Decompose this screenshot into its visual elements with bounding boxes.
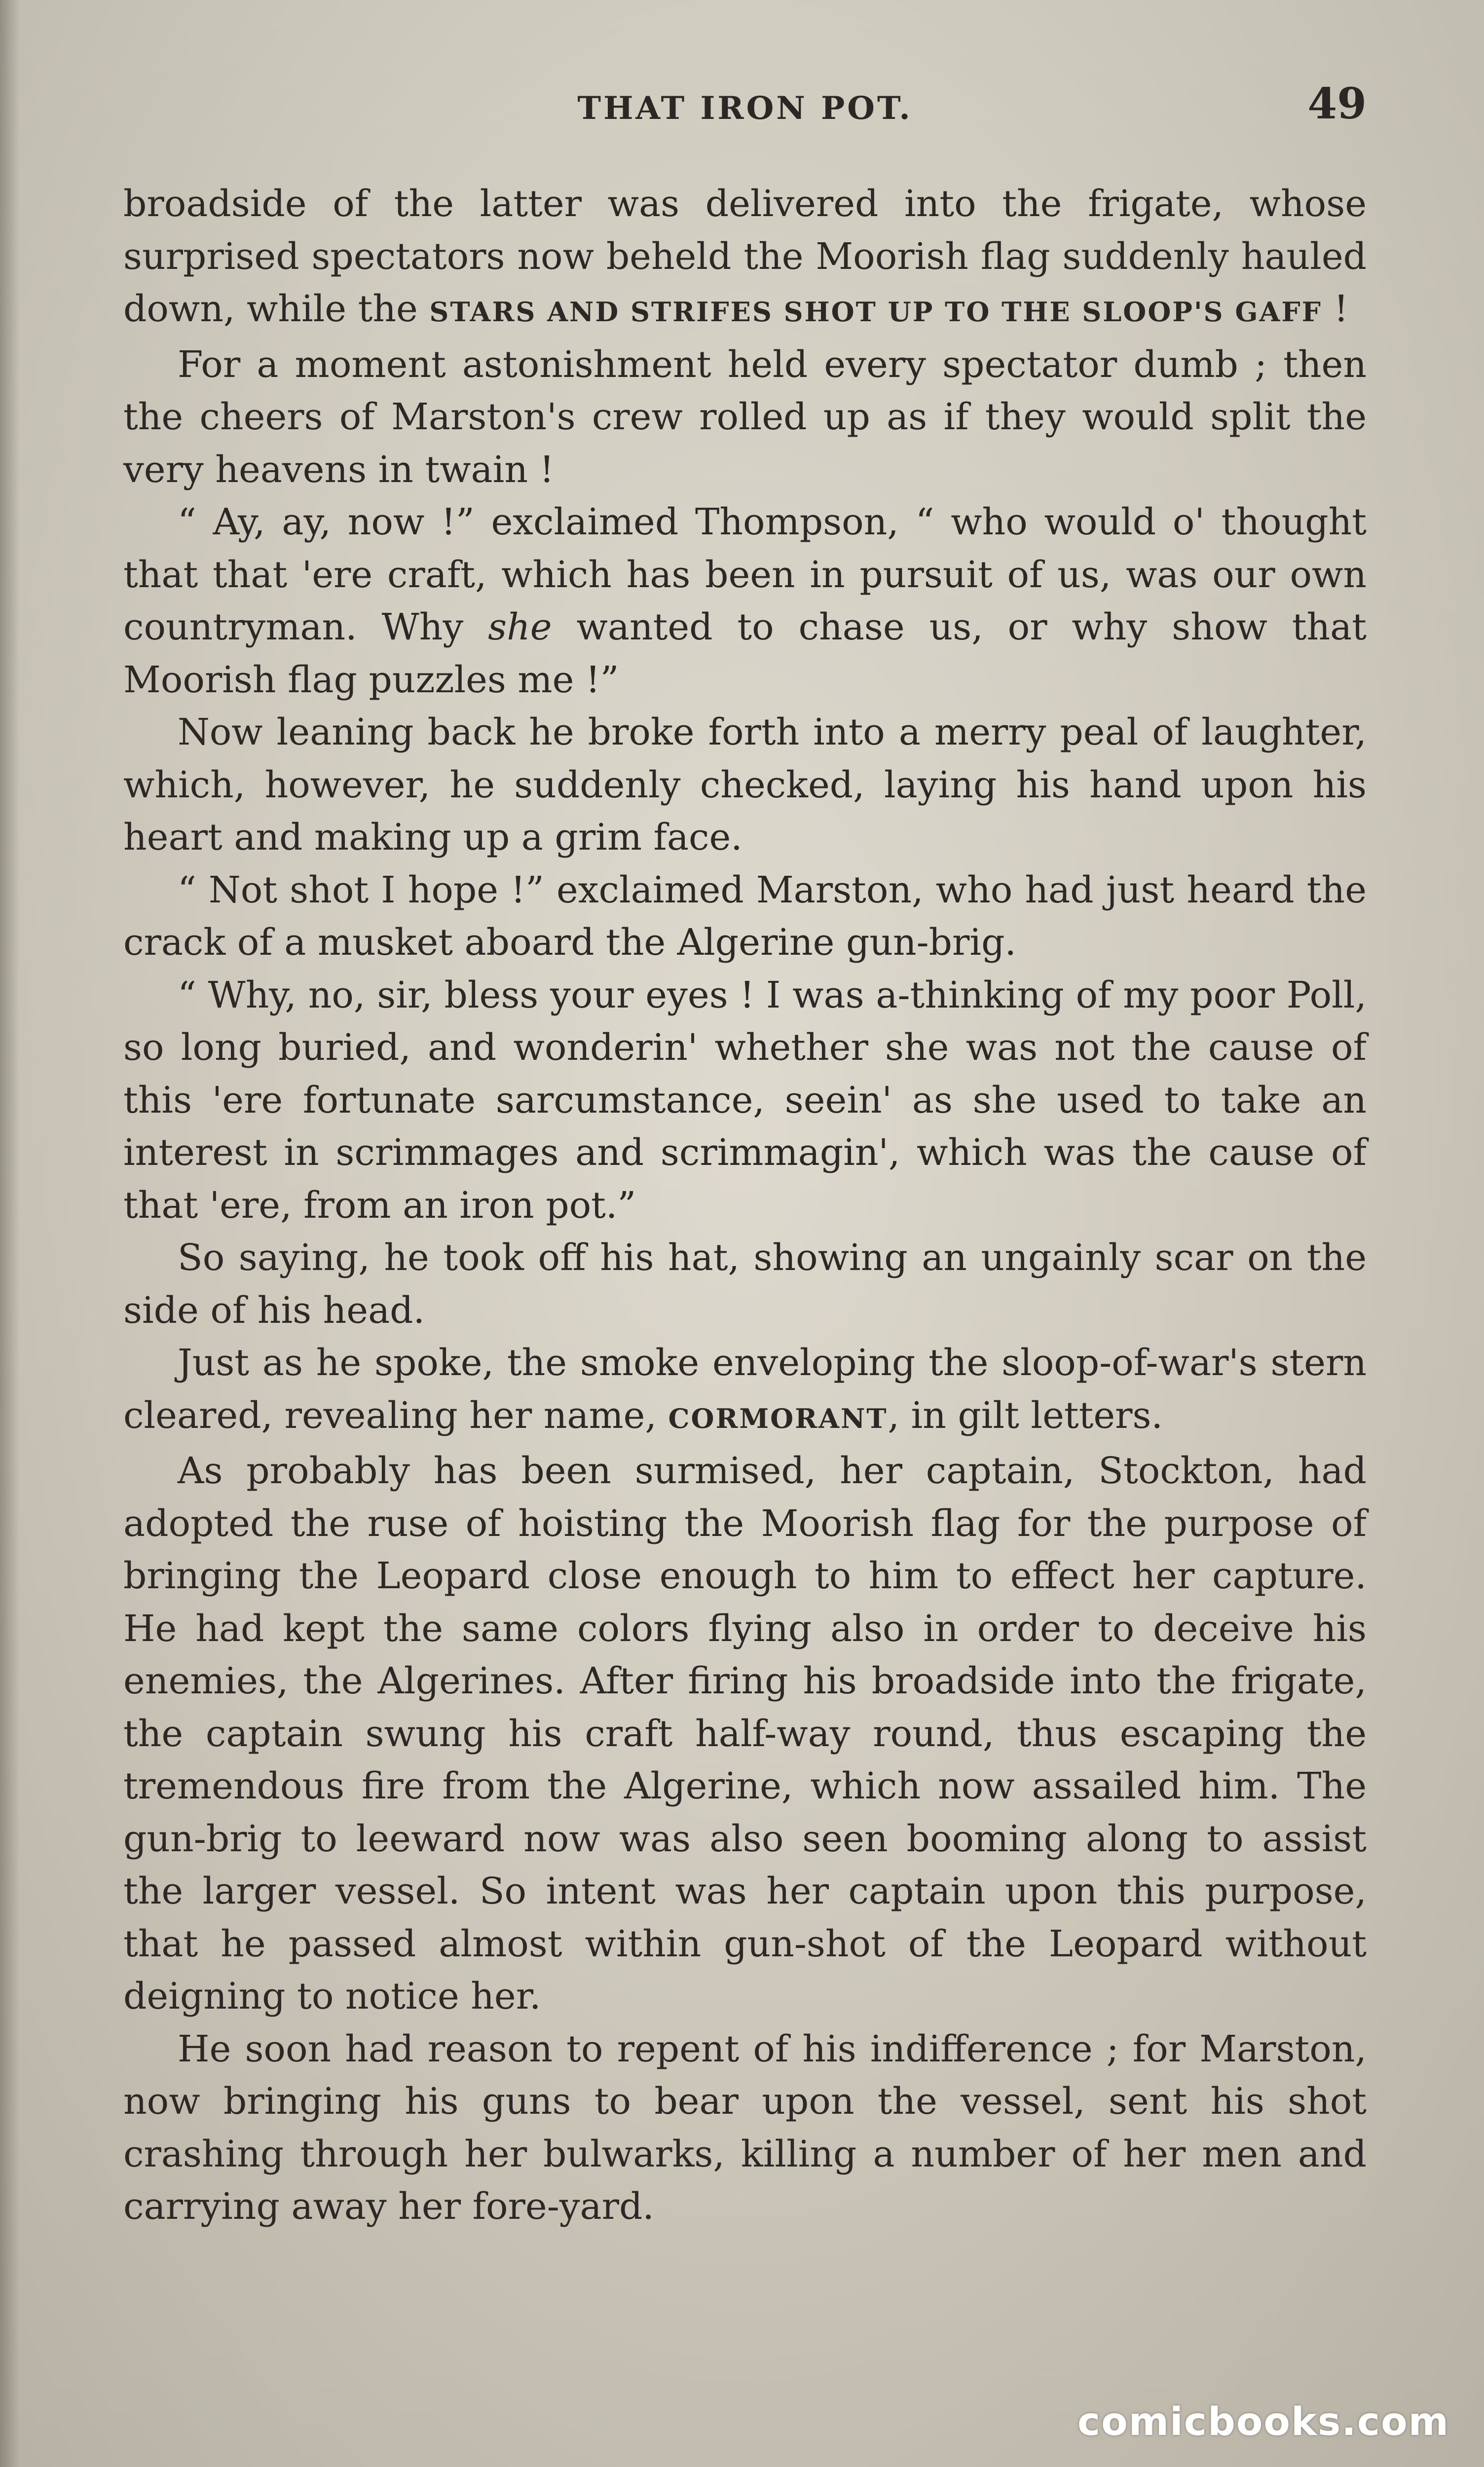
paragraph	[123, 178, 1367, 338]
paragraph-text: “ Why, no, sir, bless your eyes ! I was a-thinking of my poor Poll, so long buried, and wonderin' whether she was not the cause of this 'ere fortunate sarcumstance, seein' as she used to take an interest in scrimmages and scrimmagin', which was the cause of that 'ere, from an iron pot.”	[123, 973, 1367, 1227]
paragraph-text: !	[1322, 288, 1349, 330]
page-edge-shadow	[0, 0, 20, 2467]
paragraph	[123, 1232, 1367, 1337]
paragraph-text: Just as he spoke, the smoke enveloping the sloop-of-war's stern cleared, revealing her name,	[123, 1342, 1367, 1437]
paragraph-text: wanted to chase us, or why show that Moorish flag puzzles me !”	[123, 606, 1367, 701]
page-number: 49	[1307, 79, 1367, 129]
small-caps-text: CORMORANT	[668, 1402, 888, 1434]
paragraph-text: “ Not shot I hope !” exclaimed Marston, who had just heard the crack of a musket aboard the Algerine gun-brig.	[123, 868, 1367, 964]
paragraph	[123, 338, 1367, 496]
paragraph	[123, 1337, 1367, 1445]
paragraph-text: , in gilt letters.	[888, 1394, 1163, 1437]
paragraph-text: So saying, he took off his hat, showing an ungainly scar on the side of his head.	[123, 1236, 1367, 1332]
paragraph-text: He soon had reason to repent of his indifference ; for Marston, now bringing his guns to bear upon the vessel, sent his shot crashing through her bulwarks, killing a number of her men and carrying away her fore-yard.	[123, 2027, 1367, 2228]
paragraph-text: Now leaning back he broke forth into a merry peal of laughter, which, however, he suddenly checked, laying his hand upon his heart and making up a grim face.	[123, 711, 1367, 859]
page-header	[123, 79, 1367, 138]
paragraph	[123, 496, 1367, 706]
watermark: comicbooks.com	[1077, 2400, 1449, 2444]
paragraph-text: “ Ay, ay, now !” exclaimed Thompson, “ who would o' thought that that 'ere craft, which has been in pursuit of us, was our own countryman. Why	[123, 501, 1367, 648]
paragraph-text: For a moment astonishment held every spectator dumb ; then the cheers of Marston's crew rolled up as if they would split the very heavens in twain !	[123, 343, 1367, 491]
paragraph-text: As probably has been surmised, her captain, Stockton, had adopted the ruse of hoisting the Moorish flag for the purpose of bringing the Leopard close enough to him to effect her capture. He had kept the same colors flying also in order to deceive his enemies, the Algerines. After firing his broadside into the frigate, the captain swung his craft half-way round, thus escaping the tremendous fire from the Algerine, which now assailed him. The gun-brig to leeward now was also seen booming along to assist the larger vessel. So intent was her captain upon this purpose, that he passed almost within gun-shot of the Leopard without deigning to notice her.	[123, 1450, 1367, 2018]
body-text	[123, 178, 1367, 2233]
paragraph	[123, 864, 1367, 969]
paragraph	[123, 969, 1367, 1232]
running-head: THAT IRON POT.	[577, 90, 913, 127]
paragraph	[123, 1445, 1367, 2023]
small-caps-text: STARS AND STRIFES SHOT UP TO THE SLOOP'S GAFF	[429, 296, 1323, 328]
italic-text: she	[488, 606, 552, 648]
paragraph	[123, 706, 1367, 864]
paragraph-text: broadside of the latter was delivered into the frigate, whose surprised spectators now beheld the Moorish flag suddenly hauled down, while the	[123, 183, 1367, 330]
paragraph	[123, 2023, 1367, 2233]
